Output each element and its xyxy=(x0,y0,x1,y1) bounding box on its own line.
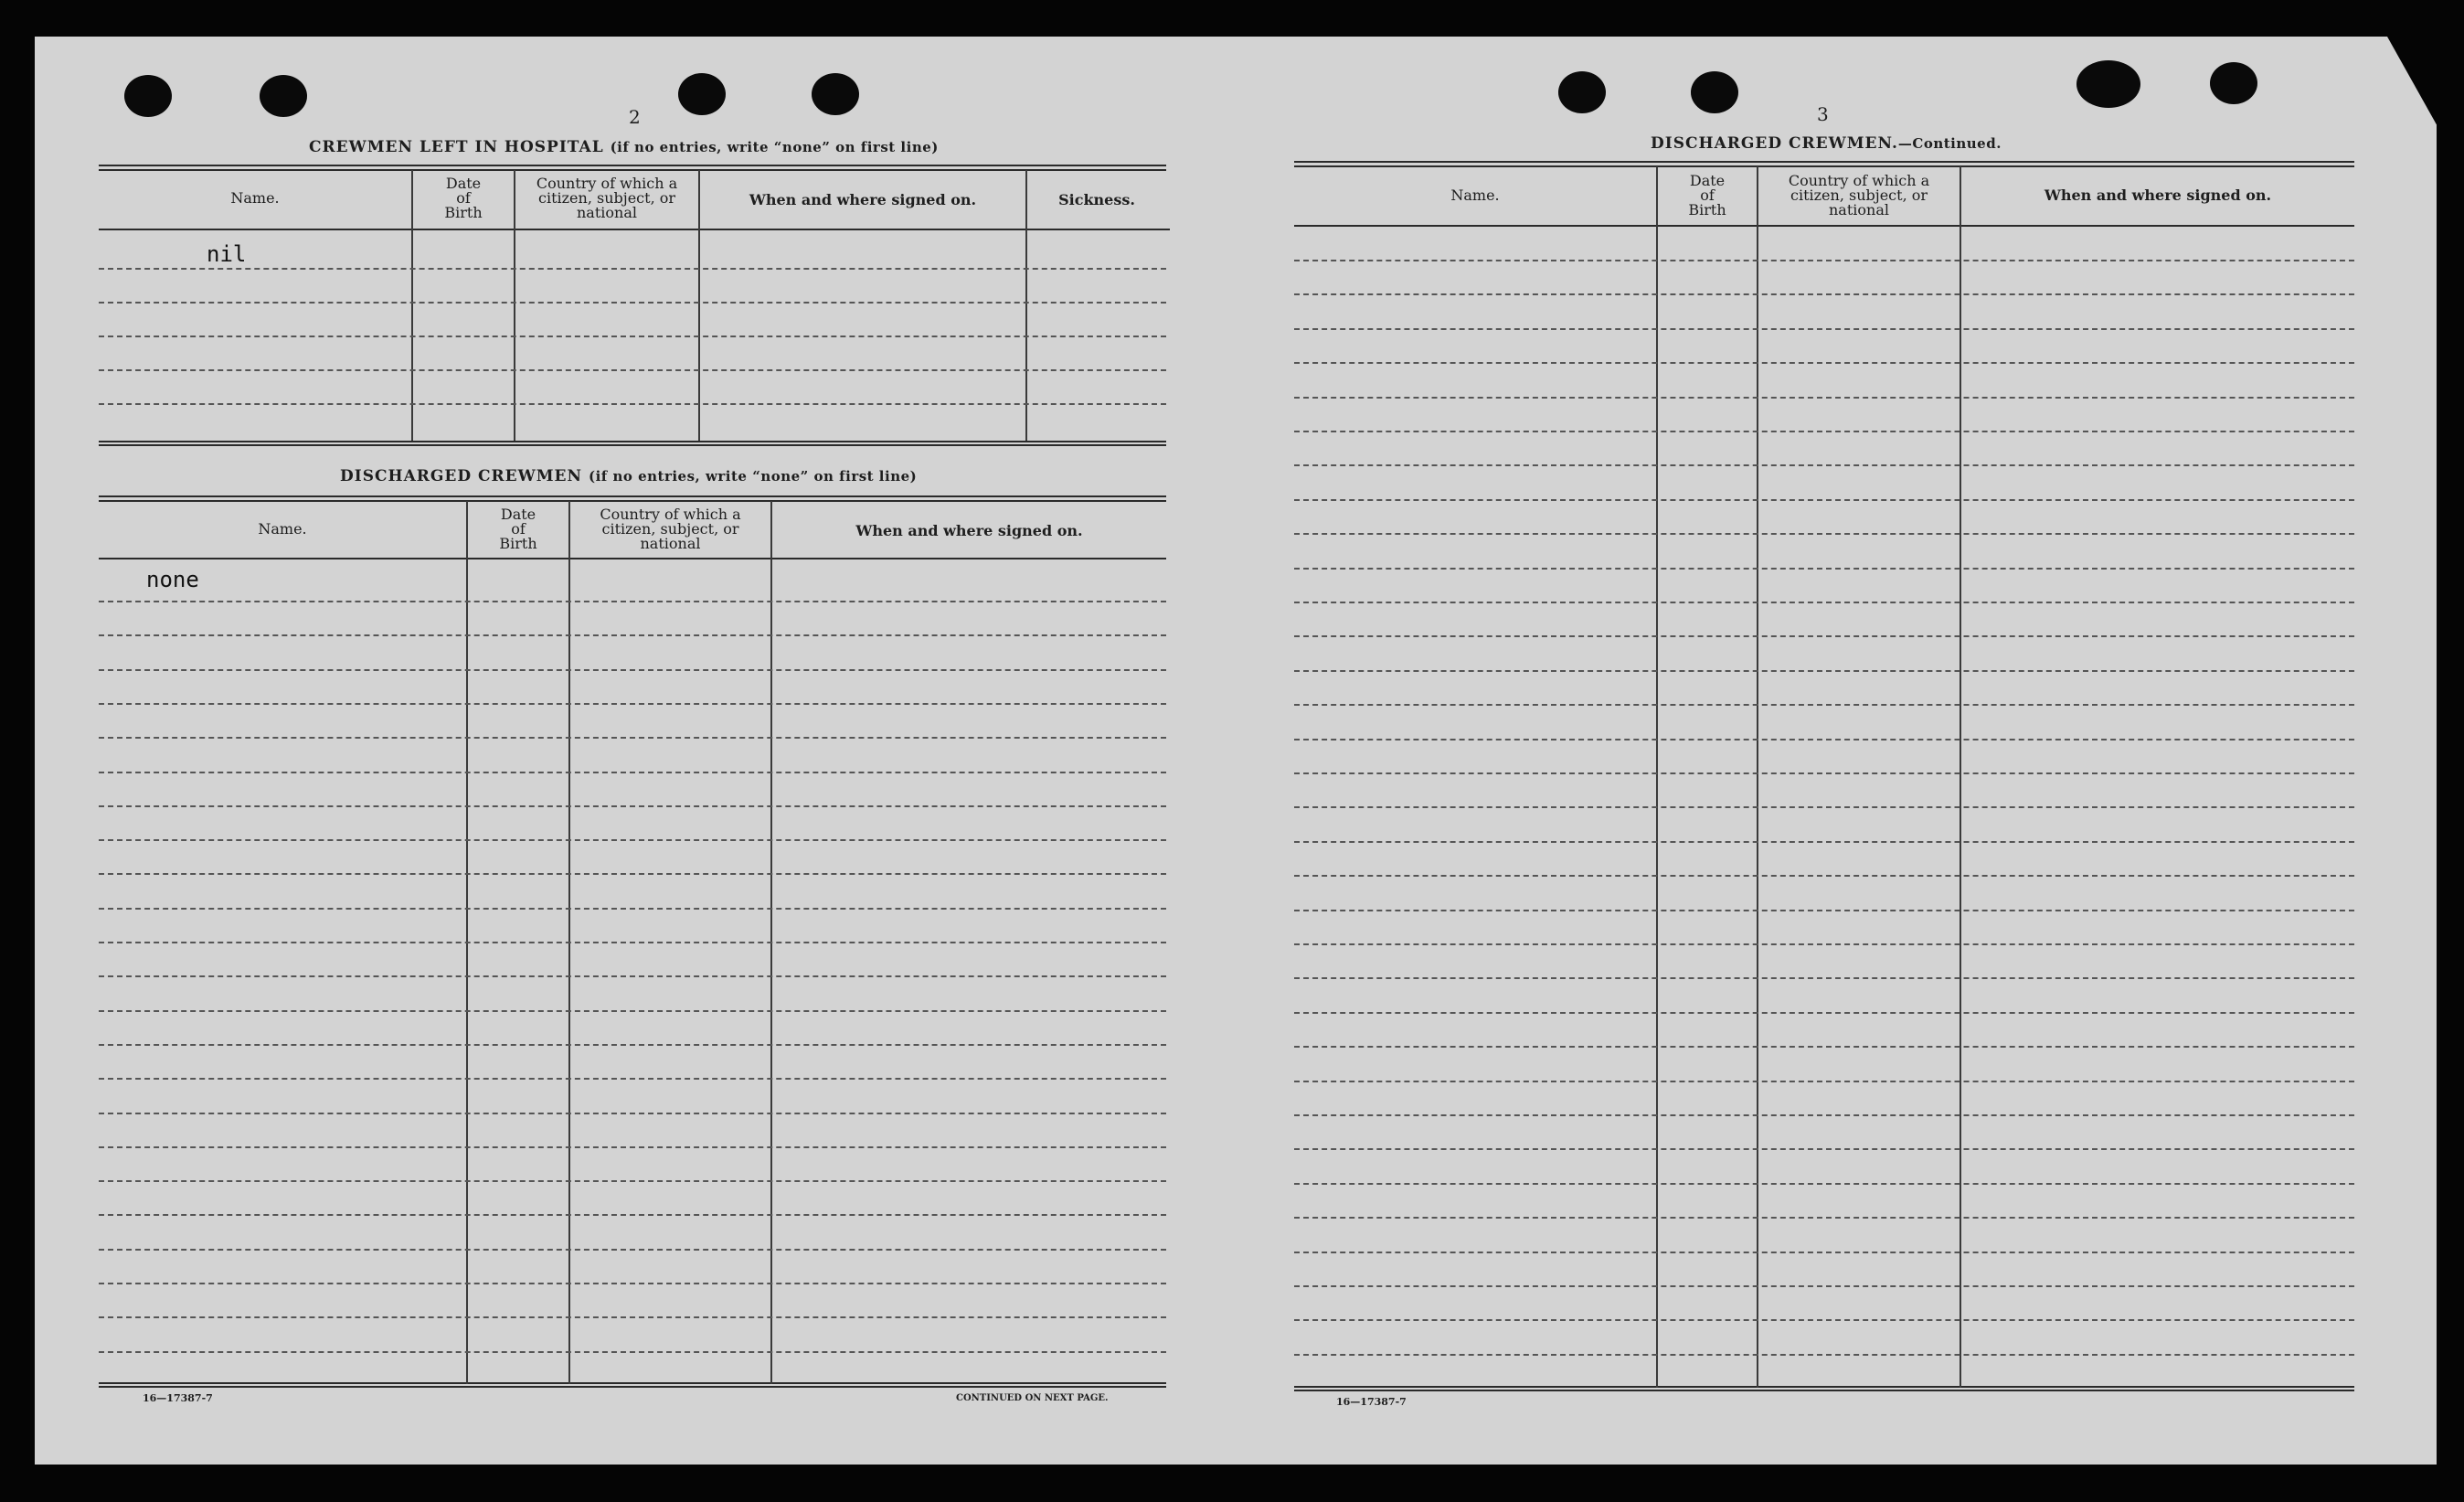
row-line xyxy=(99,601,1166,602)
discharged-title-instruction: (if no entries, write “none” on first line) xyxy=(588,468,918,485)
hospital-table-bottom-rule xyxy=(99,441,1166,442)
row-line xyxy=(99,1214,1166,1216)
continued-title-text: DISCHARGED CREWMEN. xyxy=(1651,134,1898,153)
row-line xyxy=(1294,1319,2354,1321)
row-line xyxy=(1294,806,2354,808)
continued-table-bottom-rule xyxy=(1294,1386,2354,1388)
page-number: 2 xyxy=(629,106,641,128)
row-line xyxy=(1294,943,2354,945)
punch-hole xyxy=(1691,71,1738,113)
discharged-header-signed: When and where signed on. xyxy=(855,522,1083,539)
row-line xyxy=(99,336,1166,337)
row-line xyxy=(99,1010,1166,1012)
form-number: 16—17387-7 xyxy=(1336,1396,1407,1408)
row-line xyxy=(99,634,1166,636)
discharged-title-text: DISCHARGED CREWMEN xyxy=(340,467,583,485)
row-line xyxy=(1294,739,2354,740)
row-line xyxy=(1294,1354,2354,1356)
row-line xyxy=(1294,293,2354,295)
row-line xyxy=(99,669,1166,671)
row-line xyxy=(1294,1217,2354,1219)
row-line xyxy=(99,1044,1166,1046)
row-line xyxy=(99,369,1166,371)
clipped-corner xyxy=(2387,37,2438,128)
row-line xyxy=(99,942,1166,943)
continued-header-dob: Date of Birth xyxy=(1688,172,1726,218)
hospital-table-bottom-rule xyxy=(99,444,1166,446)
row-line xyxy=(99,1146,1166,1148)
row-line xyxy=(99,805,1166,807)
row-line xyxy=(1294,1046,2354,1048)
continued-col-divider xyxy=(1656,166,1658,1388)
discharged-table-bottom-rule xyxy=(99,1386,1166,1388)
row-line xyxy=(1294,533,2354,535)
row-line xyxy=(1294,499,2354,501)
continued-header-country: Country of which a citizen, subject, or national xyxy=(1788,172,1930,218)
hospital-entry: nil xyxy=(207,241,247,267)
row-line xyxy=(99,1078,1166,1080)
hospital-header-sickness: Sickness. xyxy=(1058,191,1135,208)
hospital-header-name: Name. xyxy=(230,189,280,207)
row-line xyxy=(99,908,1166,910)
row-line xyxy=(99,1316,1166,1318)
discharged-table-bottom-rule xyxy=(99,1382,1166,1384)
hospital-header-country: Country of which a citizen, subject, or national xyxy=(536,175,678,221)
row-line xyxy=(1294,1081,2354,1082)
continued-header-signed: When and where signed on. xyxy=(2044,186,2272,204)
row-line xyxy=(99,772,1166,773)
row-line xyxy=(1294,328,2354,330)
hospital-table-top-rule xyxy=(99,165,1166,166)
row-line xyxy=(99,302,1166,304)
row-line xyxy=(99,1351,1166,1353)
continued-note: CONTINUED ON NEXT PAGE. xyxy=(956,1393,1109,1403)
continued-section-title xyxy=(1651,134,2002,153)
hospital-col-divider xyxy=(1025,170,1027,441)
continued-header-name: Name. xyxy=(1450,186,1500,204)
row-line xyxy=(1294,260,2354,261)
punch-hole xyxy=(678,73,726,115)
discharged-table-top-rule xyxy=(99,500,1166,502)
hospital-header-signed: When and where signed on. xyxy=(749,191,977,208)
row-line xyxy=(1294,1148,2354,1150)
hospital-table-top-rule xyxy=(99,169,1166,171)
row-line xyxy=(1294,1012,2354,1014)
row-line xyxy=(1294,397,2354,399)
row-line xyxy=(99,873,1166,875)
punch-hole xyxy=(2076,60,2140,108)
hospital-title-text: CREWMEN LEFT IN HOSPITAL xyxy=(309,138,604,156)
row-line xyxy=(1294,704,2354,706)
row-line xyxy=(1294,362,2354,364)
row-line xyxy=(1294,772,2354,774)
discharged-header-dob: Date of Birth xyxy=(499,506,537,552)
discharged-section-title xyxy=(340,467,917,485)
discharged-header-rule xyxy=(99,558,1166,559)
row-line xyxy=(1294,910,2354,911)
row-line xyxy=(1294,1183,2354,1185)
row-line xyxy=(1294,1285,2354,1287)
punch-hole xyxy=(1558,71,1606,113)
discharged-header-country: Country of which a citizen, subject, or national xyxy=(600,506,741,552)
hospital-col-divider xyxy=(698,170,700,441)
hospital-header-rule xyxy=(99,229,1170,230)
discharged-table-top-rule xyxy=(99,495,1166,497)
row-line xyxy=(99,403,1166,405)
punch-hole xyxy=(260,75,307,117)
row-line xyxy=(99,703,1166,705)
discharged-header-name: Name. xyxy=(258,520,307,538)
row-line xyxy=(99,839,1166,841)
row-line xyxy=(1294,464,2354,466)
row-line xyxy=(99,1180,1166,1182)
discharged-entry: none xyxy=(146,567,199,592)
row-line xyxy=(1294,1252,2354,1253)
continued-header-rule xyxy=(1294,225,2354,227)
continued-col-divider xyxy=(1960,166,1961,1388)
continued-table-bottom-rule xyxy=(1294,1390,2354,1391)
continued-table-top-rule xyxy=(1294,161,2354,163)
hospital-section-title xyxy=(309,138,939,156)
row-line xyxy=(99,1113,1166,1114)
punch-hole xyxy=(2210,62,2257,104)
punch-hole xyxy=(812,73,859,115)
row-line xyxy=(99,975,1166,977)
page-number: 3 xyxy=(1817,103,1829,125)
continued-table-top-rule xyxy=(1294,165,2354,167)
continued-col-divider xyxy=(1757,166,1758,1388)
row-line xyxy=(1294,431,2354,432)
row-line xyxy=(1294,635,2354,637)
punch-hole xyxy=(124,75,172,117)
row-line xyxy=(1294,670,2354,672)
row-line xyxy=(1294,977,2354,979)
row-line xyxy=(99,737,1166,739)
row-line xyxy=(99,1249,1166,1251)
hospital-header-dob: Date of Birth xyxy=(444,175,483,221)
row-line xyxy=(1294,602,2354,603)
form-number: 16—17387-7 xyxy=(143,1392,213,1404)
hospital-title-instruction: (if no entries, write “none” on first line) xyxy=(610,139,939,155)
row-line xyxy=(1294,875,2354,877)
row-line xyxy=(1294,841,2354,843)
row-line xyxy=(99,268,1166,270)
row-line xyxy=(1294,568,2354,570)
row-line xyxy=(1294,1114,2354,1116)
row-line xyxy=(99,1283,1166,1284)
continued-title-suffix: —Continued. xyxy=(1897,135,2002,152)
